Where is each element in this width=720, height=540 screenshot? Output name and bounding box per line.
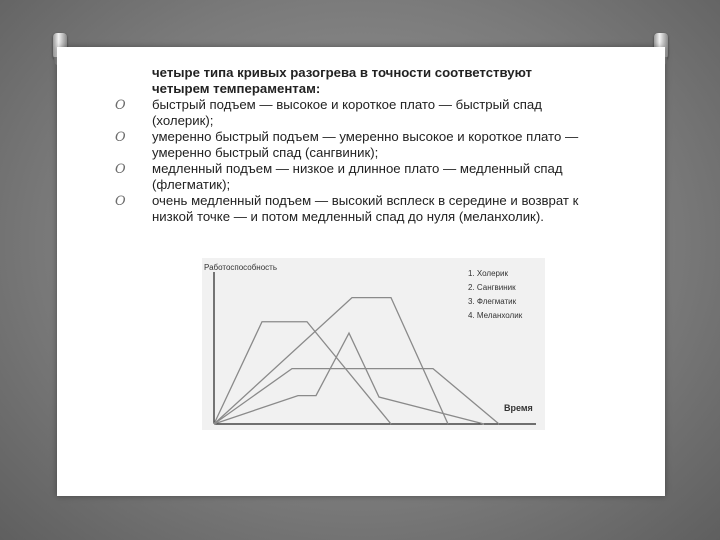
legend-entry: 1. Холерик [468,269,508,278]
legend-entry: 3. Флегматик [468,297,517,306]
list-item [115,97,592,129]
list-item-text: медленный подъем — низкое и длинное плато — медленный спад (флегматик); [152,161,563,192]
series-line-4 [214,333,484,424]
list-item-text: очень медленный подъем — высокий всплеск в середине и возврат к низкой точке — и потом медленный спад до нуля (меланхолик). [152,193,579,224]
bullet-icon: O [115,98,126,113]
slide-heading: четыре типа кривых разогрева в точности соответствуют четырем темпераментам: [152,65,532,96]
list-item [115,161,592,193]
bullet-icon: O [115,162,126,177]
list-item-text: умеренно быстрый подъем — умеренно высокое и короткое плато — умеренно быстрый спад (сангвиник); [152,129,579,160]
series-line-1 [214,298,448,424]
series-line-3 [214,369,499,424]
slide-text [115,65,592,225]
bullet-icon: O [115,194,126,209]
legend-entry: 4. Меланхолик [468,311,523,320]
legend-entry: 2. Сангвиник [468,283,516,292]
chart-svg [202,258,545,430]
list-item-text: быстрый подъем — высокое и короткое плато — быстрый спад (холерик); [152,97,542,128]
list-item [115,193,592,225]
x-axis-label: Время [504,403,533,413]
series-group [214,298,499,424]
y-axis-label: Работоспособность [204,263,277,272]
series-line-2 [214,322,391,424]
legend [468,269,523,320]
list-item [115,129,592,161]
bullet-icon: O [115,130,126,145]
warmup-chart [202,258,545,430]
